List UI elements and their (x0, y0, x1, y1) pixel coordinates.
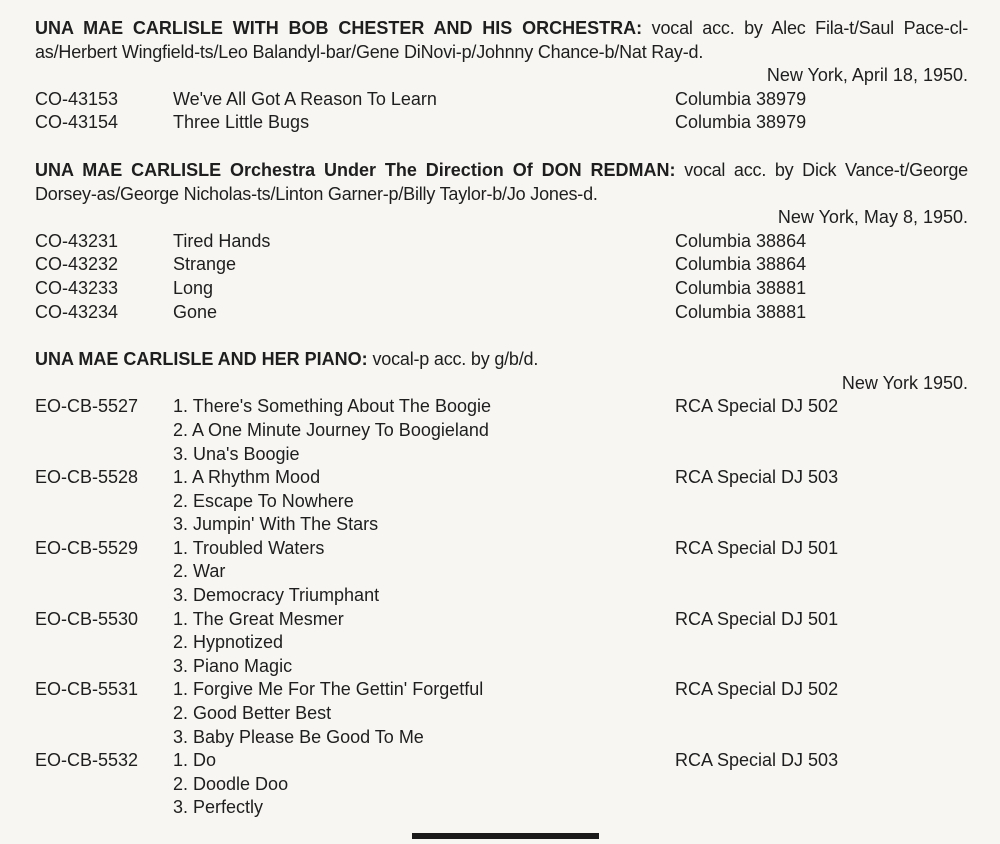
song-title: 3. Perfectly (173, 797, 264, 818)
song-title: 1. Do (173, 750, 217, 771)
session-artist: UNA MAE CARLISLE WITH BOB CHESTER AND HIS ORCHESTRA: (35, 18, 643, 38)
record-label (675, 490, 968, 514)
recording-row (35, 253, 968, 277)
record-label: RCA Special DJ 502 (675, 679, 839, 700)
song-title: 1. There's Something About The Boogie (173, 396, 491, 417)
record-label: RCA Special DJ 502 (675, 396, 839, 417)
song-title: 2. Escape To Nowhere (173, 490, 354, 511)
song-title: 2. War (173, 561, 226, 582)
record-label (675, 631, 968, 655)
matrix-number: CO-43234 (35, 301, 119, 322)
matrix-number (35, 702, 173, 726)
record-label: Columbia 38979 (675, 112, 807, 133)
session-personnel: vocal-p acc. by g/b/d. (367, 349, 539, 370)
session-artist: UNA MAE CARLISLE AND HER PIANO: (35, 349, 368, 370)
record-label (675, 560, 968, 584)
song-title: Gone (173, 301, 218, 322)
record-label (675, 419, 968, 443)
session-place-date: New York, April 18, 1950. (766, 65, 968, 86)
song-title: 2. A One Minute Journey To Boogieland (173, 419, 489, 440)
matrix-number: CO-43154 (35, 112, 119, 133)
recording-row (35, 749, 968, 773)
recording-row (35, 655, 968, 679)
song-title: 2. Hypnotized (173, 632, 284, 653)
matrix-number: EO-CB-5529 (35, 537, 139, 558)
recording-row (35, 301, 968, 325)
record-label (675, 773, 968, 797)
session-block (35, 348, 968, 820)
song-title: We've All Got A Reason To Learn (173, 88, 437, 109)
recording-row (35, 796, 968, 820)
record-label (675, 726, 968, 750)
song-title: 3. Piano Magic (173, 655, 293, 676)
record-label (675, 443, 968, 467)
recording-row (35, 513, 968, 537)
song-title: Tired Hands (173, 230, 271, 251)
matrix-number: CO-43233 (35, 277, 119, 298)
song-title: 3. Baby Please Be Good To Me (173, 726, 424, 747)
matrix-number: EO-CB-5528 (35, 467, 139, 488)
recording-row (35, 678, 968, 702)
song-title: 1. Troubled Waters (173, 537, 325, 558)
record-label: Columbia 38864 (675, 230, 807, 251)
matrix-number (35, 655, 173, 679)
recording-row (35, 631, 968, 655)
recording-row (35, 230, 968, 254)
matrix-number (35, 419, 173, 443)
recording-row (35, 560, 968, 584)
record-label: RCA Special DJ 503 (675, 750, 839, 771)
recording-row (35, 490, 968, 514)
song-title: 2. Good Better Best (173, 703, 332, 724)
matrix-number (35, 796, 173, 820)
record-label: Columbia 38979 (675, 88, 807, 109)
record-label: Columbia 38881 (675, 301, 807, 322)
discography-page (35, 17, 968, 844)
matrix-number: CO-43153 (35, 88, 119, 109)
session-heading (35, 159, 968, 206)
matrix-number (35, 773, 173, 797)
session-personnel: vocal acc. by Dick Vance-t/George Dorsey-as/George Nicholas-ts/Linton Garner-p/Billy Taylor-b/Jo Jones-d. (35, 159, 968, 204)
session-heading (35, 348, 968, 372)
matrix-number: CO-43231 (35, 230, 119, 251)
matrix-number (35, 560, 173, 584)
recording-row (35, 726, 968, 750)
matrix-number (35, 726, 173, 750)
recording-row (35, 537, 968, 561)
song-title: 3. Democracy Triumphant (173, 585, 380, 606)
song-title: 3. Una's Boogie (173, 443, 300, 464)
page-footer-bar (412, 833, 599, 839)
matrix-number (35, 513, 173, 537)
record-label: Columbia 38864 (675, 254, 807, 275)
recording-row (35, 466, 968, 490)
record-label: RCA Special DJ 503 (675, 467, 839, 488)
record-label: RCA Special DJ 501 (675, 537, 839, 558)
recording-row (35, 773, 968, 797)
matrix-number: EO-CB-5527 (35, 396, 139, 417)
recording-row (35, 88, 968, 112)
song-title: 1. The Great Mesmer (173, 608, 344, 629)
recording-row (35, 443, 968, 467)
session-block (35, 159, 968, 324)
record-label: RCA Special DJ 501 (675, 608, 839, 629)
matrix-number (35, 631, 173, 655)
session-place-date: New York 1950. (841, 372, 968, 393)
matrix-number: EO-CB-5531 (35, 679, 139, 700)
song-title: 2. Doodle Doo (173, 773, 289, 794)
song-title: Three Little Bugs (173, 112, 310, 133)
recording-row (35, 584, 968, 608)
record-label (675, 655, 968, 679)
matrix-number (35, 490, 173, 514)
record-label (675, 584, 968, 608)
recording-row (35, 395, 968, 419)
matrix-number: EO-CB-5530 (35, 608, 139, 629)
song-title: Strange (173, 254, 237, 275)
recording-row (35, 111, 968, 135)
record-label (675, 513, 968, 537)
matrix-number (35, 443, 173, 467)
session-block (35, 17, 968, 135)
song-title: Long (173, 277, 214, 298)
session-heading (35, 17, 968, 64)
matrix-number: EO-CB-5532 (35, 750, 139, 771)
song-title: 1. A Rhythm Mood (173, 467, 321, 488)
song-title: 1. Forgive Me For The Gettin' Forgetful (173, 679, 484, 700)
recording-row (35, 702, 968, 726)
record-label (675, 796, 968, 820)
matrix-number (35, 584, 173, 608)
session-artist: UNA MAE CARLISLE Orchestra Under The Direction Of DON REDMAN: (35, 159, 676, 180)
session-personnel: vocal acc. by Alec Fila-t/Saul Pace-cl-as/Herbert Wingfield-ts/Leo Balandyl-bar/Gene DiNovi-p/Johnny Chance-b/Nat Ray-d. (35, 18, 968, 62)
record-label: Columbia 38881 (675, 277, 807, 298)
recording-row (35, 419, 968, 443)
recording-row (35, 608, 968, 632)
song-title: 3. Jumpin' With The Stars (173, 514, 379, 535)
recording-row (35, 277, 968, 301)
session-place-date: New York, May 8, 1950. (777, 207, 968, 228)
matrix-number: CO-43232 (35, 254, 119, 275)
record-label (675, 702, 968, 726)
